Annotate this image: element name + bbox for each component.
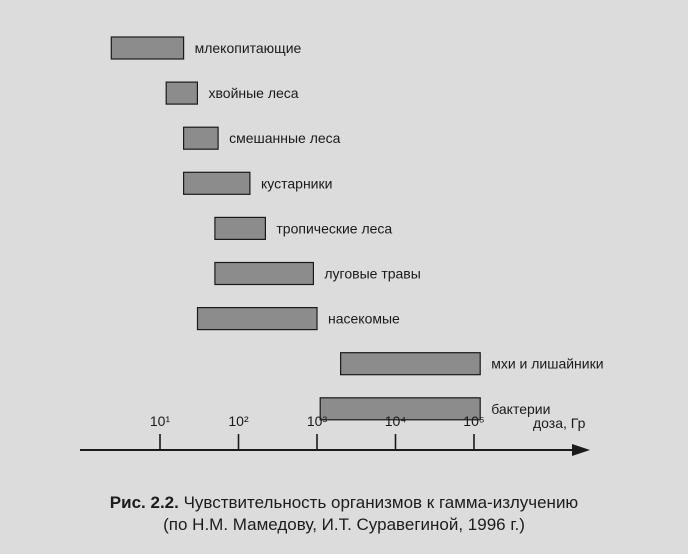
tick-label-2: 10³ [306,413,328,429]
bar-label-2: смешанные леса [229,130,341,147]
bar-0 [111,37,183,59]
bar-6 [198,308,318,330]
figure-caption-line-1 [0,492,688,513]
bar-7 [341,353,481,375]
bar-1 [166,82,197,104]
tick-label-3: 10⁴ [384,413,407,429]
bar-label-5: луговые травы [324,265,421,282]
bar-label-6: насекомые [328,310,400,327]
figure-number: Рис. 2.2. [109,493,179,512]
bar-label-1: хвойные леса [208,85,299,102]
figure-caption-line-2: (по Н.М. Мамедову, И.Т. Суравегиной, 1996 г.) [163,515,525,534]
bar-label-4: тропические леса [276,220,393,237]
bar-label-0: млекопитающие [194,40,302,56]
axis-arrowhead [572,444,590,456]
tick-label-1: 10² [228,413,249,429]
bar-5 [215,263,314,285]
tick-label-4: 10⁵ [463,413,485,429]
dose-axis [80,444,590,456]
x-axis-label: доза, Гр [533,415,586,431]
bar-3 [184,172,250,194]
bar-2 [184,127,219,149]
bar-label-7: мхи и лишайники [491,355,604,372]
tick-label-0: 10¹ [149,413,171,429]
bar-label-3: кустарники [261,175,333,192]
bar-4 [215,217,266,239]
range-bars [111,37,603,420]
bar-label-8: бактерии [491,400,551,417]
figure-title: Чувствительность организмов к гамма-излучению [178,493,579,512]
